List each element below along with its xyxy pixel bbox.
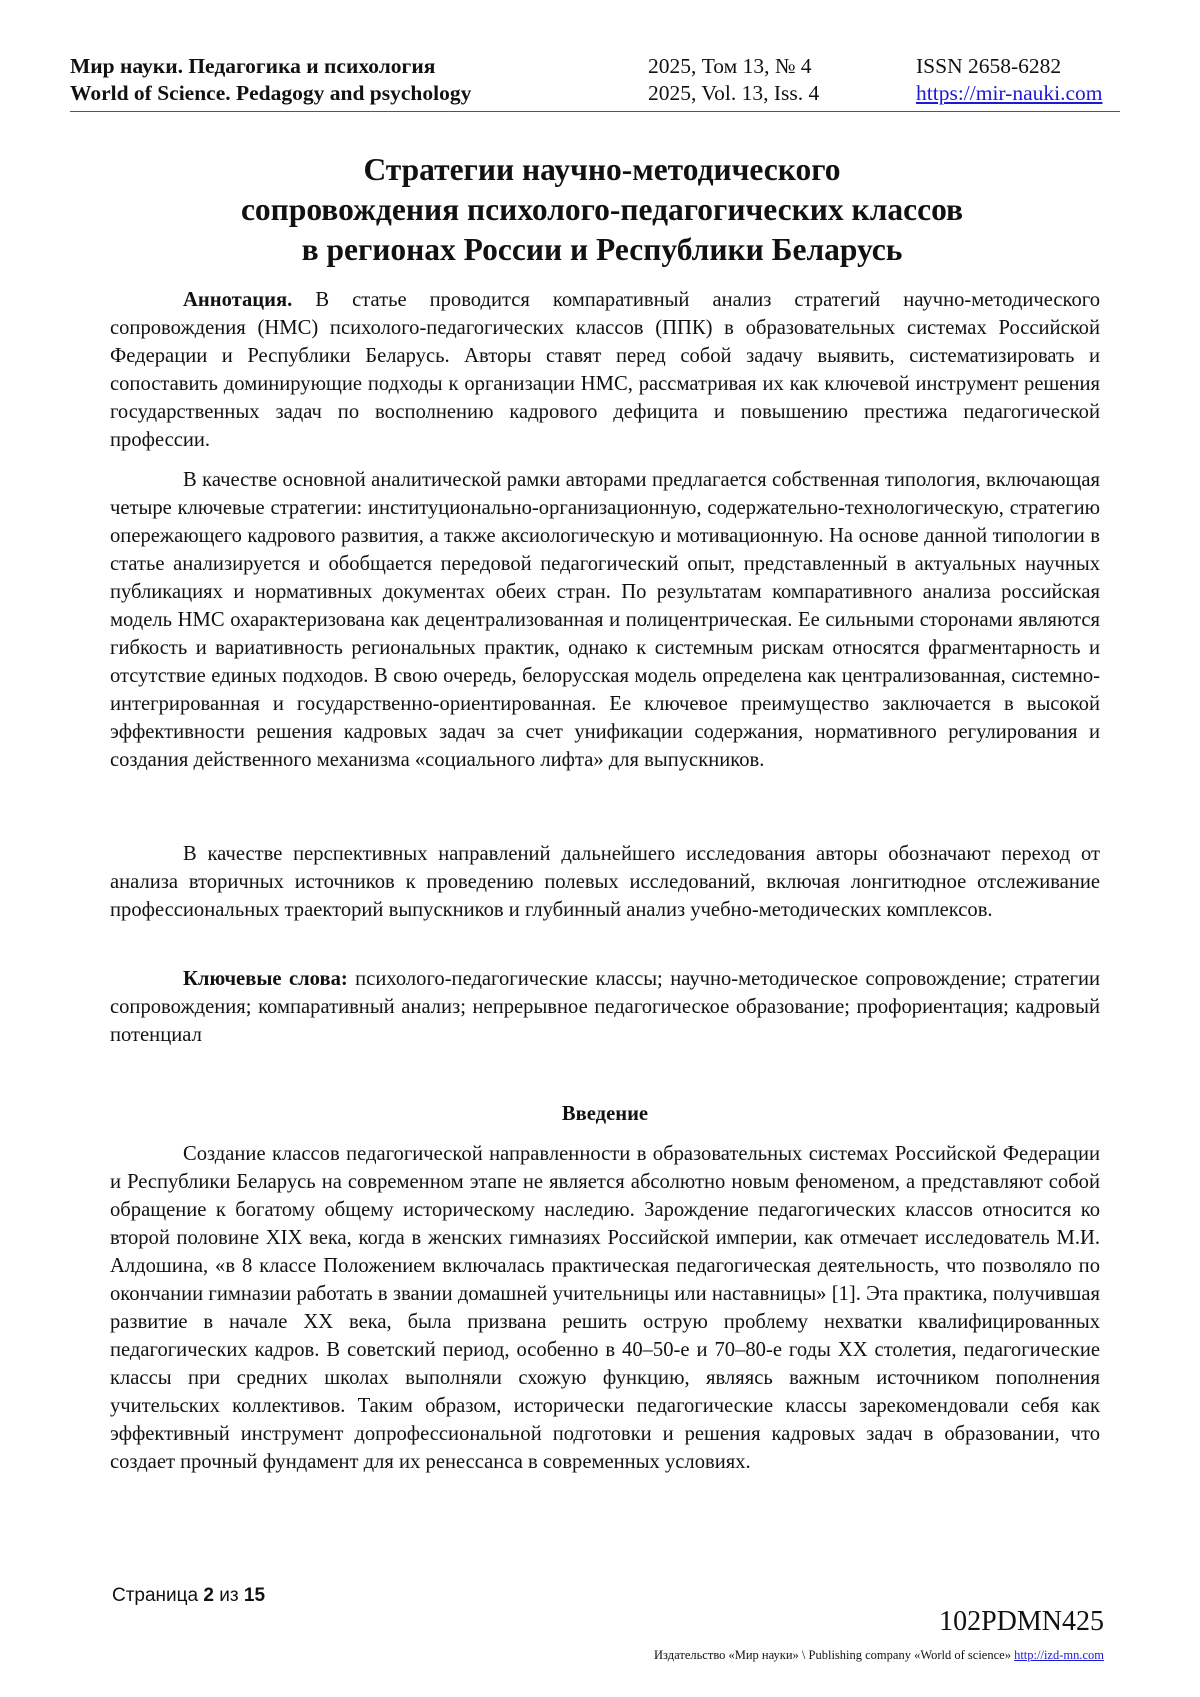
abstract-paragraph-1: [110, 286, 1100, 454]
abstract-paragraph-3: [110, 840, 1100, 924]
publisher-text: Издательство «Мир науки» \ Publishing company «World of science»: [654, 1648, 1015, 1662]
journal-name-en: World of Science. Pedagogy and psychology: [70, 81, 472, 105]
journal-url-link[interactable]: https://mir-nauki.com: [916, 81, 1103, 105]
keywords-paragraph: [110, 965, 1100, 1049]
issn: ISSN 2658-6282: [916, 54, 1062, 78]
header-row-ru: [70, 53, 1120, 80]
page-separator: из: [213, 1585, 244, 1606]
header-row-en: [70, 80, 1120, 107]
abstract-paragraph-2: [110, 466, 1100, 774]
page-counter: [112, 1585, 265, 1607]
abstract-text-2: В качестве основной аналитической рамки авторами предлагается собственная типология, включающая четыре ключевые стратегии: институционально-организационную, содержательно-технологическую, стратегию опережающего кадрового развития, а также аксиологическую и мотивационную. На основе данной типологии в статье анализируется и обобщается передовой педагогический опыт, представленный в актуальных научных публикациях и нормативных документах обеих стран. По результатам компаративного анализа российская модель НМС охарактеризована как децентрализованная и полицентрическая. Ее сильными сторонами являются гибкость и вариативность региональных практик, однако к системным рискам относятся фрагментарность и отсутствие единых подходов. В свою очередь, белорусская модель определена как централизованная, системно-интегрированная и государственно-ориентированная. Ее ключевое преимущество заключается в высокой эффективности решения кадровых задач за счет унификации содержания, нормативного регулирования и создания действенного механизма «социального лифта» для выпускников.: [110, 469, 1100, 771]
abstract-label: Аннотация.: [183, 289, 293, 311]
title-line-1: Стратегии научно-методического: [363, 152, 841, 187]
title-line-2: сопровождения психолого-педагогических классов: [240, 192, 964, 227]
journal-header: [70, 53, 1120, 112]
journal-name-ru: Мир науки. Педагогика и психология: [70, 54, 436, 78]
page-current: 2: [203, 1585, 214, 1606]
article-title: [70, 150, 1134, 270]
issue-ru: 2025, Том 13, № 4: [648, 54, 812, 78]
introduction-text: Создание классов педагогической направленности в образовательных системах Российской Федерации и Республики Беларусь на современном этапе не является абсолютно новым феноменом, а представляют собой обращение к богатому общему историческому наследию. Зарождение педагогических классов относится ко второй половине XIX века, когда в женских гимназиях Российской империи, как отмечает исследователь М.И. Алдошина, «в 8 классе Положением включалась практическая педагогическая деятельность, что позволяло по окончании гимназии работать в звании домашней учительницы или наставницы» [1]. Эта практика, получившая развитие в начале XX века, была призвана решить острую проблему нехватки квалифицированных педагогических кадров. В советский период, особенно в 40–50-е и 70–80-е годы XX столетия, педагогические классы при средних школах выполняли схожую функцию, являясь важным источником пополнения учительских коллективов. Таким образом, исторически педагогические классы зарекомендовали себя как эффективный инструмент допрофессиональной подготовки и решения кадровых задач в образовании, что создает прочный фундамент для их ренессанса в современных условиях.: [110, 1143, 1100, 1473]
page-prefix: Страница: [112, 1585, 204, 1606]
article-code: 102PDMN425: [939, 1606, 1104, 1637]
keywords-text: психолого-педагогические классы; научно-методическое сопровождение; стратегии сопровождения; компаративный анализ; непрерывное педагогическое образование; профориентация; кадровый потенциал: [110, 968, 1101, 1046]
title-line-3: в регионах России и Республики Беларусь: [301, 232, 903, 267]
page-total: 15: [243, 1585, 266, 1606]
abstract-text-3: В качестве перспективных направлений дальнейшего исследования авторы обозначают переход от анализа вторичных источников к проведению полевых исследований, включая лонгитюдное отслеживание профессиональных траекторий выпускников и глубинный анализ учебно-методических комплексов.: [110, 843, 1100, 921]
publisher-line: [654, 1648, 1104, 1663]
publisher-url-link[interactable]: http://izd-mn.com: [1014, 1648, 1104, 1662]
introduction-paragraph: [110, 1140, 1100, 1476]
abstract-text-1: В статье проводится компаративный анализ стратегий научно-методического сопровождения (НМС) психолого-педагогических классов (ППК) в образовательных системах Российской Федерации и Республики Беларусь. Авторы ставят перед собой задачу выявить, систематизировать и сопоставить доминирующие подходы к организации НМС, рассматривая их как ключевой инструмент решения государственных задач по восполнению кадрового дефицита и повышению престижа педагогической профессии.: [110, 289, 1100, 451]
introduction-heading: Введение: [561, 1103, 649, 1125]
keywords-label: Ключевые слова:: [183, 968, 348, 990]
issue-en: 2025, Vol. 13, Iss. 4: [648, 81, 820, 105]
